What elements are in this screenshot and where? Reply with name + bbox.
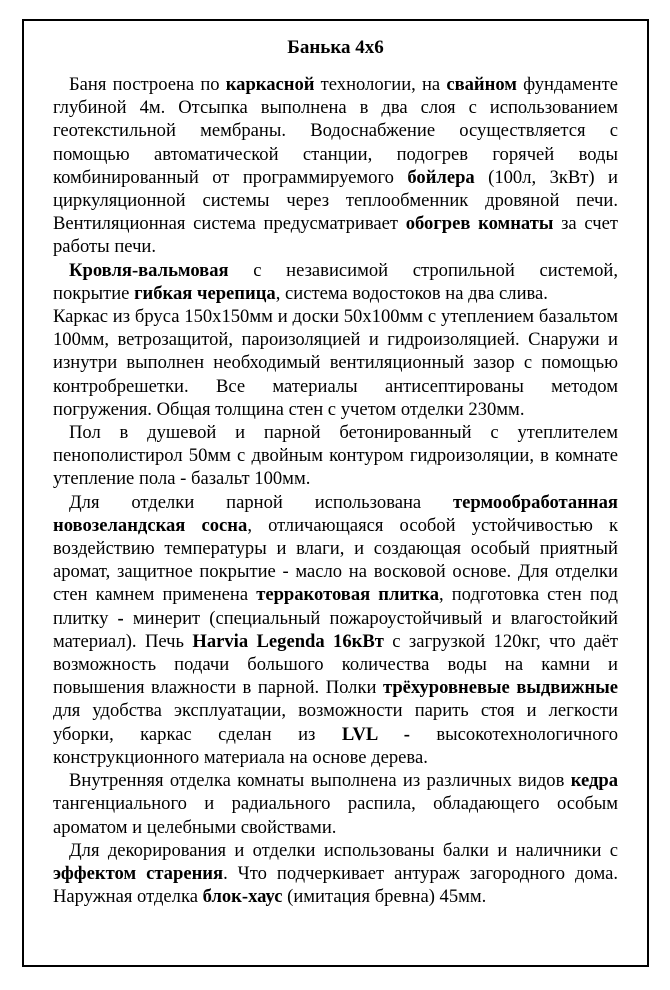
text-run: . Что подчеркивает антураж загородного дома. Наружная отделка bbox=[53, 862, 618, 908]
paragraph-foundation-water bbox=[53, 73, 618, 259]
text-run: Для отделки парной использована bbox=[69, 491, 454, 513]
text-run: , отличающаяся особой устойчивостью к воздействию температуры и влаги, и создающая особый приятный аромат, защитное покрытие - масло на восковой основе. Для отделки стен камнем применена bbox=[53, 514, 618, 606]
text-run: , система водостоков на два слива. bbox=[275, 282, 548, 304]
text-run: технологии, на bbox=[314, 74, 447, 95]
text-run: высокотехнологичного конструкционного материала на основе дерева. bbox=[53, 723, 618, 768]
paragraph-decoration bbox=[53, 839, 618, 909]
paragraph-frame-walls bbox=[53, 305, 618, 421]
text-run: минерит (специальный пожароустойчивый и влагостойкий материал). Печь bbox=[53, 607, 618, 652]
paragraph-steam-room-finish bbox=[53, 491, 618, 769]
text-run: (имитация бревна) 45мм. bbox=[282, 886, 487, 908]
text-run: тангенциального и радиального распила, обладающего особым ароматом и целебными свойствами. bbox=[53, 793, 618, 838]
bold-text-run: свайном bbox=[446, 74, 517, 95]
bold-text-run: термообработанная новозеландская сосна bbox=[53, 491, 618, 536]
bold-text-run: Harvia Legenda 16кВт bbox=[192, 630, 384, 652]
bold-text-run: блок-хаус bbox=[202, 886, 283, 908]
bold-text-run: эффектом старения bbox=[53, 862, 224, 884]
bold-text-run: кедра bbox=[570, 770, 618, 792]
text-run: за счет работы печи. bbox=[53, 213, 618, 258]
paragraph-roof bbox=[53, 259, 618, 305]
bold-text-run: обогрев комнаты bbox=[405, 213, 554, 235]
bold-text-run: Кровля-вальмовая bbox=[69, 259, 229, 281]
text-run: с загрузкой 120кг, что даёт возможность подачи большого количества воды на камни и повышения влажности в парной. Полки bbox=[53, 630, 618, 699]
text-run: с независимой стропильной системой, покрытие bbox=[53, 259, 618, 304]
bold-text-run: LVL - bbox=[341, 723, 410, 745]
text-run: для удобства эксплуатации, возможности парить стоя и легкости уборки, каркас сделан из bbox=[53, 700, 618, 745]
bold-text-run: каркасной bbox=[225, 74, 315, 95]
paragraph-room-finish bbox=[53, 769, 618, 839]
text-run: Пол в душевой и парной бетонированный с утеплителем пенополистирол 50мм с двойным контуром гидроизоляции, в комнате утепление пола - базальт 100мм. bbox=[53, 422, 618, 490]
text-run: , подготовка стен под плитку bbox=[53, 584, 618, 629]
document-body bbox=[53, 35, 618, 908]
bold-text-run: бойлера bbox=[407, 166, 475, 188]
text-run: фундаменте глубиной 4м. Отсыпка выполнена в два слоя с использованием геотекстильной мембраны. Водоснабжение осуществляется с помощью автоматической станции, подогрев горячей воды комбинированный от программируемого bbox=[53, 74, 619, 188]
text-run: (100л, 3кВт) и циркуляционной системы через теплообменник дровяной печи. Вентиляционная система предусматривает bbox=[53, 166, 618, 235]
text-run: Для декорирования и отделки использованы балки и наличники с bbox=[69, 839, 618, 861]
document-title: Банька 4х6 bbox=[287, 37, 384, 58]
text-run: Каркас из бруса 150х150мм и доски 50х100мм с утеплением базальтом 100мм, ветрозащитой, пароизоляцией и гидроизоляцией. Снаружи и изнутри выполнен необходимый вентиляционный зазор с помощью контробрешетки. Все материалы антисептированы методом погружения. Общая толщина стен с учетом отделки 230мм. bbox=[53, 306, 618, 420]
text-run: Внутренняя отделка комнаты выполнена из различных видов bbox=[69, 770, 571, 792]
paragraph-floor bbox=[53, 421, 618, 491]
bold-text-run: трёхуровневые выдвижные bbox=[382, 677, 619, 699]
bold-text-run: гибкая черепица bbox=[134, 282, 276, 304]
bold-text-run: - bbox=[117, 607, 124, 629]
bold-text-run: терракотовая плитка bbox=[256, 584, 439, 606]
text-run: Баня построена по bbox=[69, 74, 226, 95]
